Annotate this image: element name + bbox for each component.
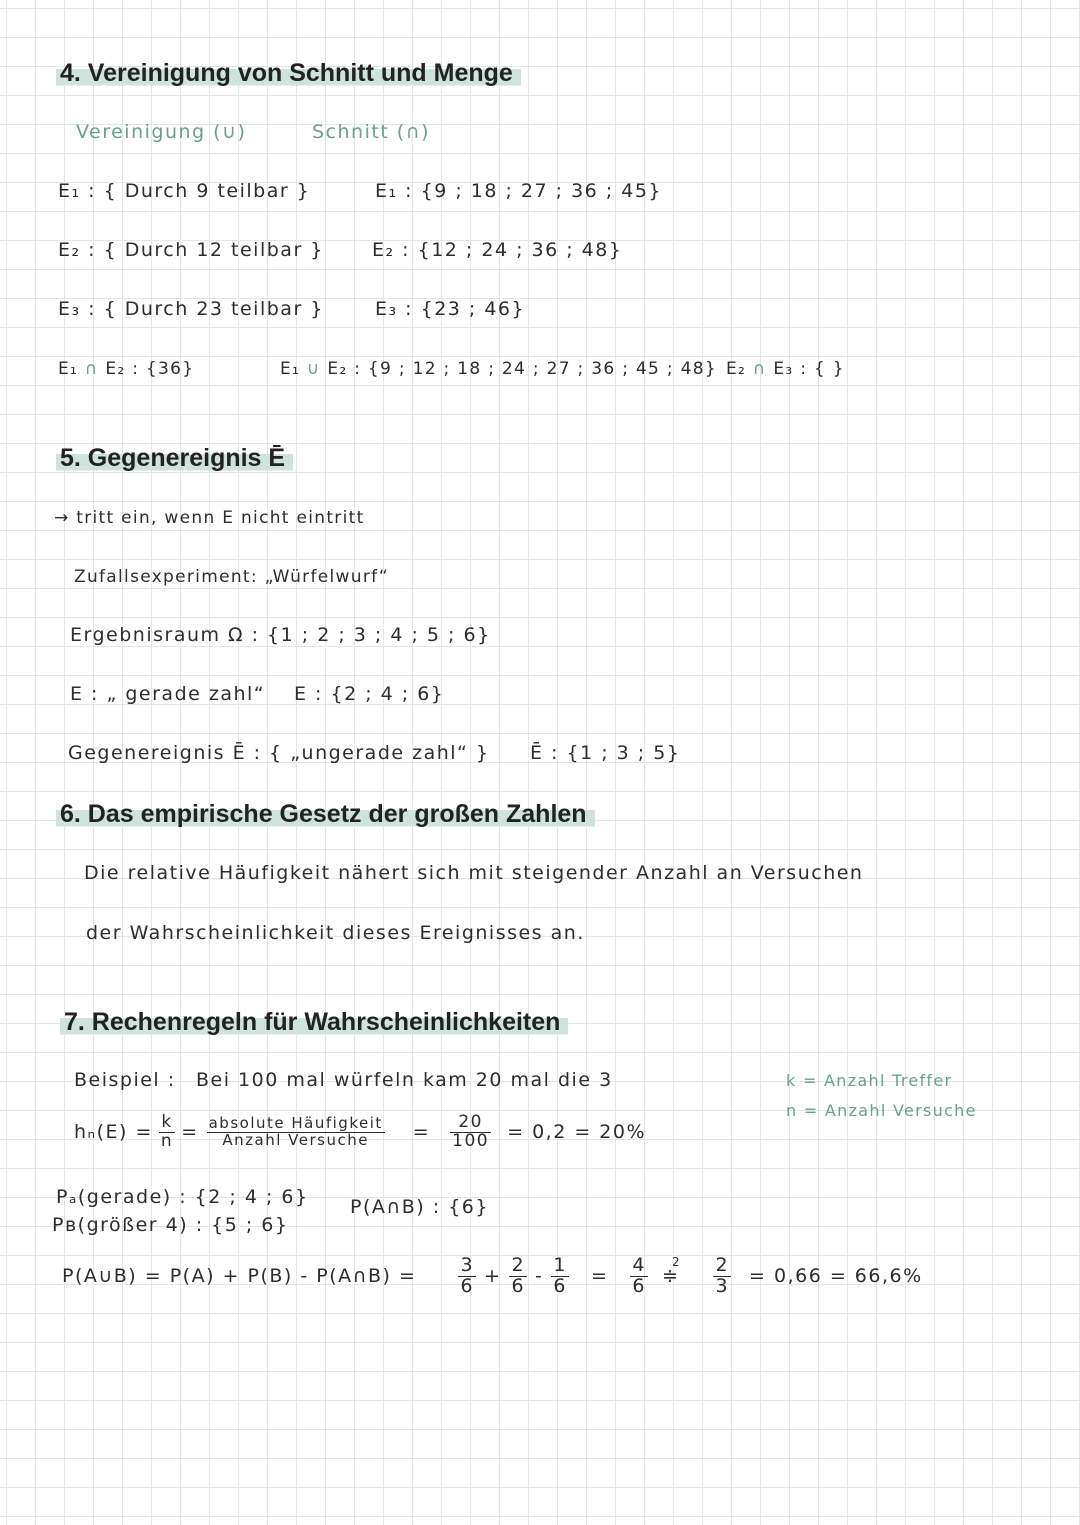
event-b: Pв(größer 4) : {5 ; 6} [52,1214,289,1236]
law-line-2: der Wahrscheinlichkeit dieses Ereignisses an. [86,922,585,944]
e3-definition: E₃ : { Durch 23 teilbar } [58,298,324,320]
fraction-2-6: $\frac{2}{6}$ [511,1254,526,1297]
heading-section-5: 5. Gegenereignis Ē [56,443,293,473]
fraction-4-6: $\frac{4}{6}$ [632,1254,647,1297]
fraction-20-over-100: $\frac{20}{100}$ [452,1112,490,1151]
fraction-k-over-n: $\frac{k}{n}$ [160,1112,174,1151]
e2-intersect-e3: E₂ ∩ E₃ : { } [726,359,845,379]
heading-section-7: 7. Rechenregeln für Wahrscheinlichkeiten [60,1007,568,1037]
example-label: Beispiel : [74,1069,176,1091]
addition-formula: P(A∪B) = P(A) + P(B) - P(A∩B) = [62,1265,417,1288]
divide-by-2: ≑ 2 [662,1255,682,1288]
counter-event-set: Ē : {1 ; 3 ; 5} [530,742,681,764]
e1-set: E₁ : {9 ; 18 ; 27 ; 36 ; 45} [375,180,662,202]
omega-line: Ergebnisraum Ω : {1 ; 2 ; 3 ; 4 ; 5 ; 6} [70,624,491,646]
e1-definition: E₁ : { Durch 9 teilbar } [58,180,311,202]
counter-event: Gegenereignis Ē : { „ungerade zahl“ } [68,742,490,764]
fraction-absolute-over-trials: $\frac{\text{absolute Häufigkeit}}{\text{Anzahl Versuche}}$ [208,1114,383,1149]
fraction-1-6: $\frac{1}{6}$ [553,1254,567,1297]
relative-frequency-formula: hₙ(E) = $\frac{k}{n}$ = $\frac{\text{absolute Häufigkeit}}{\text{Anzahl Versuche}}$ = $\frac{20}{100}$ = 0,2 = 20% [74,1112,647,1151]
e2-definition: E₂ : { Durch 12 teilbar } [58,239,324,261]
example-text: Bei 100 mal würfeln kam 20 mal die 3 [196,1069,613,1091]
fraction-3-6: $\frac{3}{6}$ [460,1254,475,1297]
final-result: = 0,66 = 66,6% [749,1265,923,1288]
heading-section-6: 6. Das empirische Gesetz der großen Zahlen [56,799,595,829]
label-union: Vereinigung (∪) [76,121,247,143]
note-n: n = Anzahl Versuche [786,1101,977,1120]
law-line-1: Die relative Häufigkeit nähert sich mit steigender Anzahl an Versuchen [84,862,864,884]
event-e: E : „ gerade zahl“ [70,683,266,705]
experiment-line: Zufallsexperiment: „Würfelwurf“ [74,567,390,587]
e3-set: E₃ : {23 ; 46} [375,298,526,320]
heading-section-4: 4. Vereinigung von Schnitt und Menge [56,58,521,88]
frequency-result: = 0,2 = 20% [507,1121,647,1144]
addition-rule: P(A∪B) = P(A) + P(B) - P(A∩B) = $\frac{3}{6}$ + $\frac{2}{6}$ - $\frac{1}{6}$ = $\frac{4}{6}$ ≑ 2 $\frac{2}{3}$ = 0,66 = 66,6% [62,1254,923,1297]
event-a: Pₐ(gerade) : {2 ; 4 ; 6} [56,1186,309,1208]
note-k: k = Anzahl Treffer [786,1071,953,1090]
e1-union-e2: E₁ ∪ E₂ : {9 ; 12 ; 18 ; 24 ; 27 ; 36 ; 45 ; 48} [280,359,717,379]
e2-set: E₂ : {12 ; 24 ; 36 ; 48} [372,239,623,261]
fraction-2-3: $\frac{2}{3}$ [715,1254,730,1297]
hn-lhs: hₙ(E) = [74,1121,153,1144]
gegenereignis-definition: → tritt ein, wenn E nicht eintritt [54,508,365,528]
event-e-set: E : {2 ; 4 ; 6} [294,683,445,705]
e1-intersect-e2: E₁ ∩ E₂ : {36} [58,359,195,379]
label-intersection: Schnitt (∩) [312,121,431,143]
event-a-and-b: P(A∩B) : {6} [350,1196,489,1218]
